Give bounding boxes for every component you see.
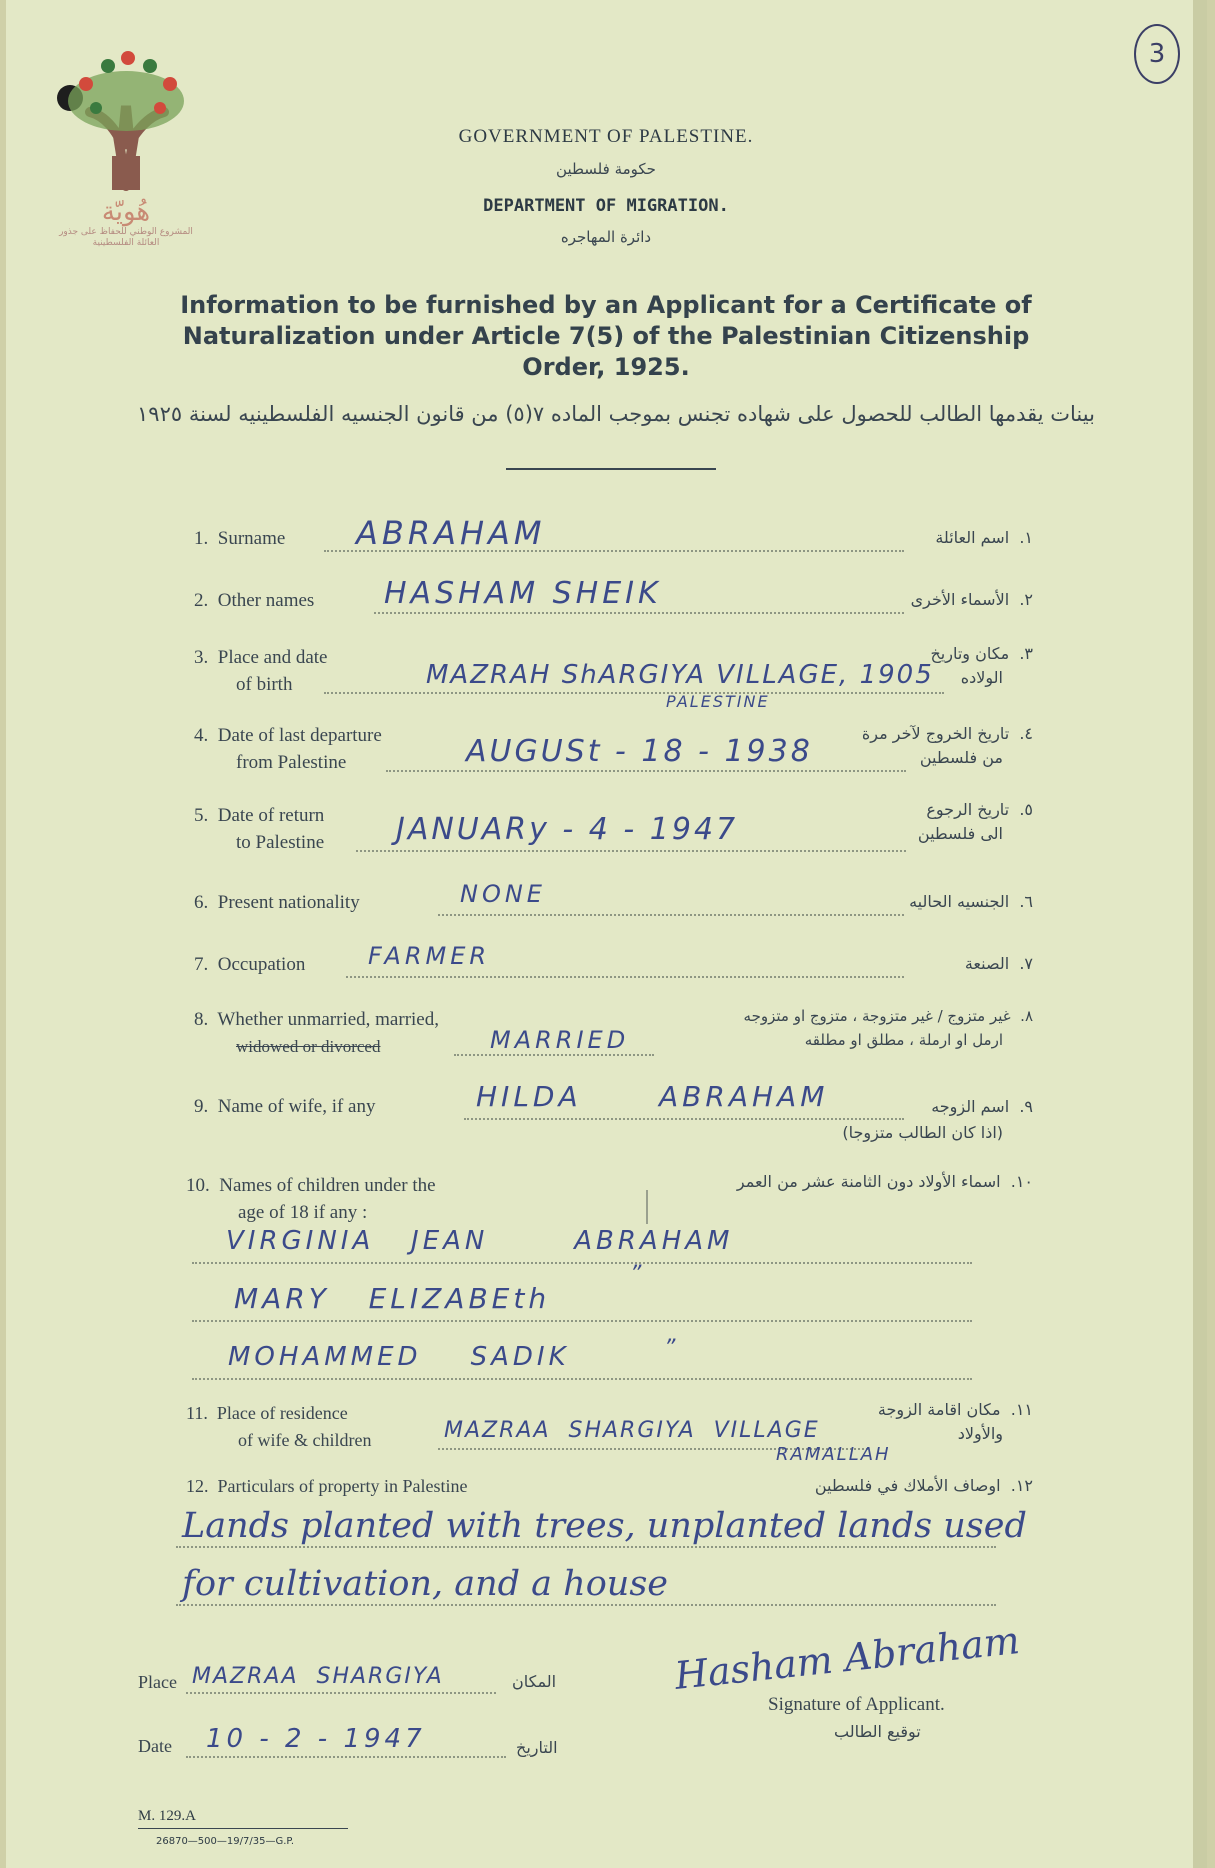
date-value: 10 - 2 - 1947 [206,1724,426,1754]
field-children-ar: ١٠. اسماء الأولاد دون الثامنة عشر من العمر [736,1172,1033,1191]
field-nationality-value: NONE [460,880,546,908]
field-surname-value: ABRAHAM [356,514,546,552]
gov-title-ar: حكومة فلسطين [556,160,656,178]
dept-title-en: DEPARTMENT OF MIGRATION. [483,196,729,216]
document-page [6,0,1207,1868]
field-number: 1. [194,528,209,549]
field-return-label: 5. Date of return to Palestine [194,805,325,853]
field-residence-ar: ١١. مكان اقامة الزوجة والأولاد [877,1400,1033,1443]
field-birth-value2: PALESTINE [666,692,770,711]
field-surname-label [194,528,285,550]
field-departure-value: AUGUSt - 18 - 1938 [466,734,813,769]
field-departure-label: 4. Date of last departure from Palestine [194,725,382,773]
field-departure-line [386,770,906,772]
ditto-mark-1: ” [630,1262,646,1287]
field-nationality-label: 6. Present nationality [194,892,360,913]
field-return-value: JANUARy - 4 - 1947 [396,812,739,847]
field-other-names-line [374,612,904,614]
field-occupation-value: FARMER [368,942,491,970]
child-name-1: VIRGINIA JEAN ABRAHAM [226,1226,734,1256]
field-marital-ar: ٨. غير متزوج / غير متزوجة ، متزوج او متزوجه ارمل او ارملة ، مطلق او مطلقه [743,1007,1033,1049]
field-occupation-label: 7. Occupation [194,954,306,975]
field-birth-value: MAZRAH ShARGIYA VILLAGE, 1905 [426,660,934,690]
field-wife-value: HILDA ABRAHAM [476,1080,829,1113]
date-ar: التاريخ [516,1738,558,1757]
applicant-signature: Hasham Abraham [672,1618,1022,1698]
field-birth-label: 3. Place and date of birth [194,647,328,695]
title-rule [506,468,716,470]
field-marital-label: 8. Whether unmarried, married, widowed or divorced [194,1009,439,1056]
page-number: 3 [1148,39,1166,69]
gov-title-en: GOVERNMENT OF PALESTINE. [458,126,754,147]
field-label: Surname [217,528,286,549]
logo-text: هُويّة [101,197,151,227]
field-wife-ar: ٩. اسم الزوجه (اذا كان الطالب متزوجا) [842,1097,1033,1142]
field-marital-line [454,1054,654,1056]
place-value: MAZRAA SHARGIYA [192,1664,444,1689]
field-other-names-ar: ٢. الأسماء الأخرى [910,590,1033,609]
place-line [186,1692,496,1694]
logo [56,46,196,266]
field-property-label: 12. Particulars of property in Palestine [186,1476,468,1496]
field-wife-label: 9. Name of wife, if any [194,1096,376,1117]
field-birth-line [324,692,944,694]
child-line-3 [192,1378,972,1380]
field-departure-ar: ٤. تاريخ الخروج لآخر مرة من فلسطين [861,724,1033,767]
child-line-1 [192,1262,972,1264]
field-surname-ar: ١. اسم العائلة [935,528,1033,547]
property-text-1: Lands planted with trees, unplanted lands used [182,1506,1027,1546]
logo-caption: المشروع الوطني للحفاظ على جذور العائلة الفلسطينية [59,227,193,248]
form-title [136,290,1076,383]
field-birth-ar: ٣. مكان وتاريخ الولاده [930,644,1033,687]
field-return-line [356,850,906,852]
signature-label: Signature of Applicant. [768,1694,945,1715]
property-text-2: for cultivation, and a house [182,1564,669,1604]
child-name-3: MOHAMMED SADIK [228,1342,570,1372]
place-ar: المكان [512,1672,557,1691]
child-line-2 [192,1320,972,1322]
field-children-label: 10. Names of children under the age of 18 if any : [186,1175,436,1223]
form-title-ar: بينات يقدمها الطالب للحصول على شهاده تجنس بموجب الماده ٧(٥) من قانون الجنسيه الفلسطينيه لسنة ١٩٢٥ [137,402,1095,426]
date-label: Date [138,1736,172,1756]
property-line-1 [176,1546,996,1548]
paper-edge [1193,0,1207,1868]
place-label: Place [138,1672,177,1692]
child-name-2: MARY ELIZABEth [234,1282,551,1315]
field-nationality-line [438,914,904,916]
form-title-line3: Order, 1925. [522,353,690,381]
field-marital-label2: widowed or divorced [236,1037,381,1056]
field-property-ar: ١٢. اوصاف الأملاك في فلسطين [814,1476,1033,1495]
field-residence-label: 11. Place of residence of wife & children [186,1403,372,1450]
field-residence-value: MAZRAA SHARGIYA VILLAGE [444,1418,820,1443]
field-occupation-line [346,976,904,978]
field-other-names-value: HASHAM SHEIK [384,576,662,611]
margin-mark [646,1190,648,1224]
page-number-circle [1134,24,1180,84]
field-wife-line [464,1118,904,1120]
form-title-line2: Naturalization under Article 7(5) of the Palestinian Citizenship [182,322,1030,350]
print-code: 26870—500—19/7/35—G.P. [156,1836,295,1847]
field-occupation-ar: ٧. الصنعة [964,954,1033,973]
property-line-2 [176,1604,996,1606]
form-code: M. 129.A [138,1808,196,1824]
field-residence-value2: RAMALLAH [776,1444,891,1465]
dept-title-ar: دائرة المهاجره [560,228,652,246]
form-title-line1: Information to be furnished by an Applicant for a Certificate of [180,291,1032,319]
family-tree-logo-icon [56,46,196,196]
field-other-names-label: 2. Other names [194,590,315,611]
field-marital-value: MARRIED [490,1026,630,1054]
ditto-mark-2: ” [664,1336,680,1361]
signature-ar: توقيع الطالب [834,1722,921,1741]
date-line [186,1756,506,1758]
form-code-rule [138,1828,348,1829]
field-nationality-ar: ٦. الجنسيه الحاليه [909,892,1033,911]
field-return-ar: ٥. تاريخ الرجوع الى فلسطين [917,800,1033,843]
